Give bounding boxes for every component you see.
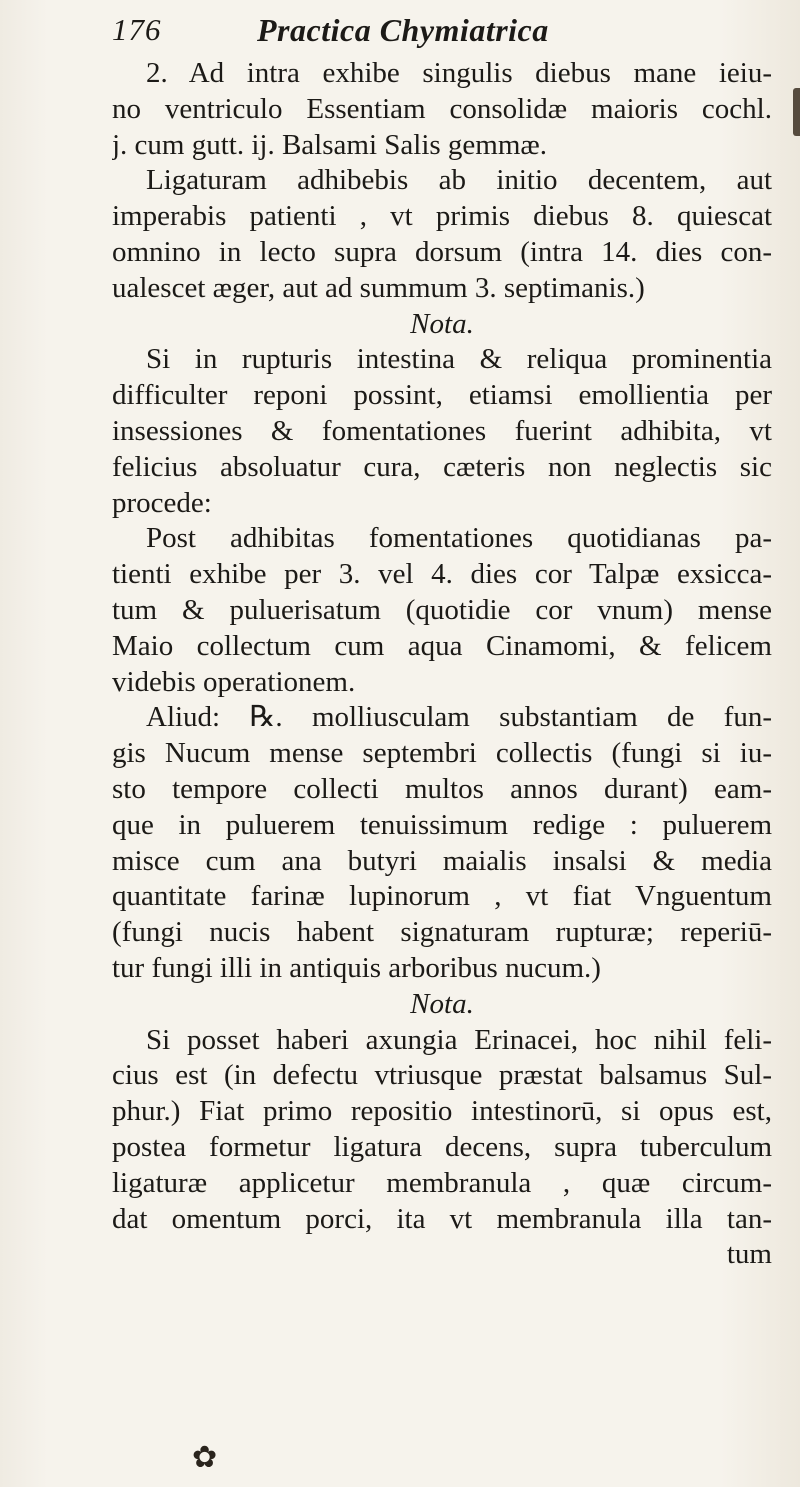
text-line: (fungi nucis habent signaturam rupturæ; reperiū- — [112, 916, 772, 949]
text-line: postea formetur ligatura decens, supra tuberculum — [112, 1130, 772, 1163]
text-line: misce cum ana butyri maialis insalsi & media — [112, 844, 772, 877]
section-heading-nota: Nota. — [410, 307, 474, 340]
text-line: Maio collectum cum aqua Cinamomi, & felicem — [112, 629, 772, 662]
text-line: procede: — [112, 486, 212, 519]
printer-ornament-icon: ✿ — [192, 1440, 218, 1475]
text-line: 2. Ad intra exhibe singulis diebus mane ieiu- — [146, 57, 772, 89]
text-line: Si in rupturis intestina & reliqua prominentia — [146, 343, 772, 376]
catchword: tum — [726, 1238, 772, 1271]
text-line: j. cum gutt. ij. Balsami Salis gemmæ. — [112, 128, 547, 161]
text-line: phur.) Fiat primo repositio intestinorū, si opus est, — [112, 1095, 772, 1128]
text-line: sto tempore collecti multos annos durant) eam- — [112, 772, 772, 805]
page-header — [112, 12, 772, 52]
text-line: Si posset haberi axungia Erinacei, hoc nihil feli- — [146, 1023, 772, 1056]
text-line: Post adhibitas fomentationes quotidianas pa- — [146, 522, 772, 555]
text-line: videbis operationem. — [112, 665, 356, 698]
text-line: tum & puluerisatum (quotidie cor vnum) mense — [112, 593, 772, 626]
text-line: quantitate farinæ lupinorum , vt fiat Vnguentum — [112, 880, 772, 913]
page-number: 176 — [112, 12, 162, 47]
text-line: ualescet æger, aut ad summum 3. septimanis.) — [112, 271, 645, 304]
text-line: dat omentum porci, ita vt membranula illa tan- — [112, 1202, 772, 1235]
page-edge-mark — [793, 88, 800, 136]
text-line: que in puluerem tenuissimum redige : puluerem — [112, 808, 772, 841]
text-line: felicius absoluatur cura, cæteris non neglectis sic — [112, 450, 772, 483]
text-line: no ventriculo Essentiam consolidæ maioris cochl. — [112, 92, 772, 125]
body-text — [112, 56, 772, 1273]
text-line: insessiones & fomentationes fuerint adhibita, vt — [112, 414, 772, 447]
text-line: tur fungi illi in antiquis arboribus nucum.) — [112, 951, 601, 984]
text-line: cius est (in defectu vtriusque præstat balsamus Sul- — [112, 1059, 772, 1092]
text-line: ligaturæ applicetur membranula , quæ circum- — [112, 1166, 772, 1199]
text-line: omnino in lecto supra dorsum (intra 14. dies con- — [112, 235, 772, 268]
text-line: Aliud: ℞. molliusculam substantiam de fun- — [146, 701, 772, 734]
section-heading-nota: Nota. — [410, 987, 474, 1020]
text-line: difficulter reponi possint, etiamsi emollientia per — [112, 379, 772, 412]
text-line: gis Nucum mense septembri collectis (fungi si iu- — [112, 737, 772, 770]
running-title: Practica Chymiatrica — [257, 12, 549, 48]
text-line: tienti exhibe per 3. vel 4. dies cor Talpæ exsicca- — [112, 558, 772, 591]
text-line: imperabis patienti , vt primis diebus 8. quiescat — [112, 200, 772, 233]
text-line: Ligaturam adhibebis ab initio decentem, aut — [146, 164, 772, 197]
